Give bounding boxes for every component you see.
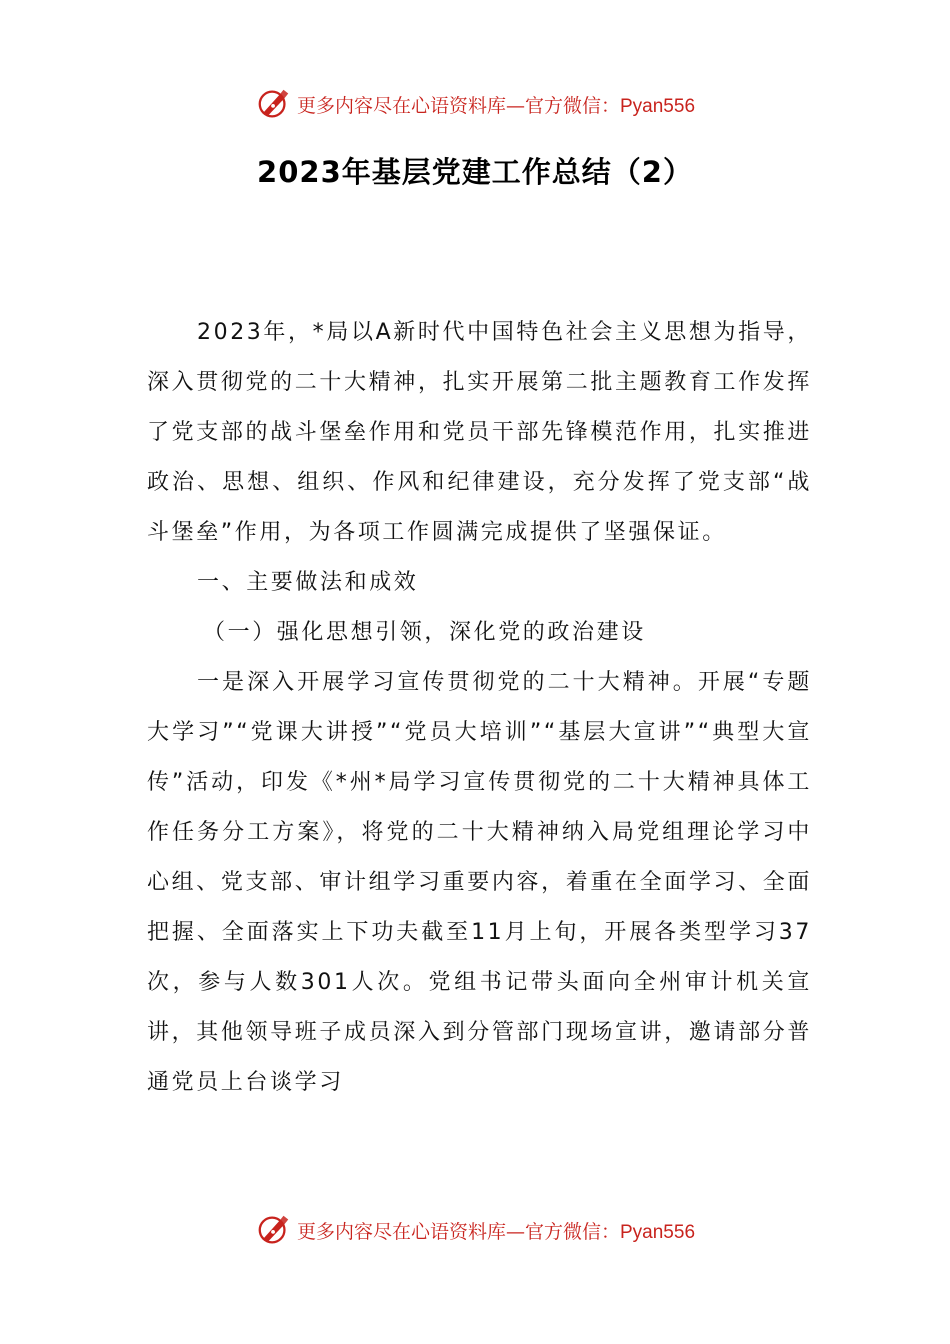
subsection-heading-1: （一）强化思想引领，深化党的政治建设 — [203, 620, 646, 645]
watermark-banner-top — [0, 84, 950, 124]
watermark-banner-bottom — [0, 1210, 950, 1250]
pen-nib-logo-icon — [255, 85, 293, 123]
paragraph-intro: 2023年，*局以A新时代中国特色社会主义思想为指导，深入贯彻党的二十大精神，扎实开展第二批主题教育工作发挥了党支部的战斗堡垒作用和党员干部先锋模范作用，扎实推进政治、思想、组织、作风和纪律建设，充分发挥了党支部“战斗堡垒”作用，为各项工作圆满完成提供了坚强保证。 — [147, 320, 812, 545]
pen-nib-logo-icon — [255, 1211, 293, 1249]
document-body — [147, 308, 812, 1108]
watermark-text: 更多内容尽在心语资料库—官方微信：Pyan556 — [296, 94, 696, 117]
watermark-text: 更多内容尽在心语资料库—官方微信：Pyan556 — [296, 1220, 696, 1243]
wechat-id: Pyan556 — [620, 1221, 696, 1243]
wechat-id: Pyan556 — [620, 95, 696, 117]
paragraph-study: 一是深入开展学习宣传贯彻党的二十大精神。开展“专题大学习”“党课大讲授”“党员大培训”“基层大宣讲”“典型大宣传”活动，印发《*州*局学习宣传贯彻党的二十大精神具体工作任务分工方案》，将党的二十大精神纳入局党组理论学习中心组、党支部、审计组学习重要内容，着重在全面学习、全面把握、全面落实上下功夫截至11月上旬，开展各类型学习37次，参与人数301人次。党组书记带头面向全州审计机关宣讲，其他领导班子成员深入到分管部门现场宣讲，邀请部分普通党员上台谈学习 — [147, 670, 812, 1095]
document-title: 2023年基层党建工作总结（2） — [257, 155, 693, 189]
section-heading-1: 一、主要做法和成效 — [197, 570, 419, 595]
